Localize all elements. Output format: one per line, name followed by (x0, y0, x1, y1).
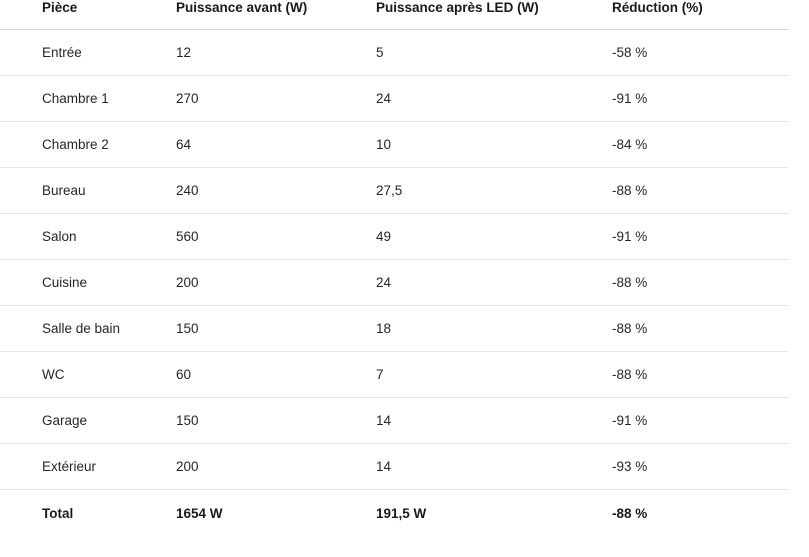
cell-puissance-avant: 200 (176, 444, 376, 490)
cell-reduction: -91 % (612, 76, 789, 122)
cell-total-puissance-apres: 191,5 W (376, 505, 427, 521)
cell-puissance-avant: 240 (176, 168, 376, 214)
table-row (0, 444, 789, 490)
cell-piece: Salle de bain (0, 306, 176, 352)
cell-puissance-avant: 150 (176, 398, 376, 444)
cell-puissance-avant: 270 (176, 76, 376, 122)
cell-piece: Entrée (0, 30, 176, 76)
cell-puissance-apres: 14 (376, 444, 612, 490)
table-row (0, 122, 789, 168)
cell-reduction: -58 % (612, 30, 789, 76)
cell-reduction: -93 % (612, 444, 789, 490)
cell-puissance-apres: 5 (376, 30, 612, 76)
table-row (0, 214, 789, 260)
cell-piece: Bureau (0, 168, 176, 214)
cell-total-puissance-avant: 1654 W (176, 505, 223, 521)
cell-puissance-apres: 10 (376, 122, 612, 168)
cell-piece: Chambre 1 (0, 76, 176, 122)
cell-puissance-avant: 12 (176, 30, 376, 76)
column-header-piece: Pièce (0, 0, 176, 30)
cell-puissance-apres: 18 (376, 306, 612, 352)
table-header (0, 0, 789, 30)
cell-reduction: -84 % (612, 122, 789, 168)
cell-puissance-avant: 60 (176, 352, 376, 398)
cell-piece: Salon (0, 214, 176, 260)
cell-total-label: Total (42, 505, 74, 521)
cell-reduction: -88 % (612, 168, 789, 214)
table-row (0, 76, 789, 122)
cell-puissance-apres: 27,5 (376, 168, 612, 214)
table-row (0, 398, 789, 444)
table-total-row (0, 490, 789, 537)
table-row (0, 30, 789, 76)
cell-puissance-apres: 24 (376, 76, 612, 122)
table-row (0, 260, 789, 306)
cell-reduction: -91 % (612, 398, 789, 444)
table-row (0, 168, 789, 214)
cell-reduction: -88 % (612, 306, 789, 352)
table-header-row (0, 0, 789, 30)
cell-puissance-avant: 150 (176, 306, 376, 352)
cell-total-reduction: -88 % (612, 505, 648, 521)
column-header-puissance-avant: Puissance avant (W) (176, 0, 376, 30)
cell-puissance-avant: 64 (176, 122, 376, 168)
cell-reduction: -88 % (612, 260, 789, 306)
cell-piece: Garage (0, 398, 176, 444)
cell-piece: Cuisine (0, 260, 176, 306)
cell-reduction: -88 % (612, 352, 789, 398)
column-header-puissance-apres-led: Puissance après LED (W) (376, 0, 612, 30)
column-header-reduction: Réduction (%) (612, 0, 789, 30)
cell-puissance-apres: 49 (376, 214, 612, 260)
table-row (0, 306, 789, 352)
cell-puissance-avant: 200 (176, 260, 376, 306)
cell-piece: Extérieur (0, 444, 176, 490)
cell-puissance-avant: 560 (176, 214, 376, 260)
cell-piece: Chambre 2 (0, 122, 176, 168)
cell-puissance-apres: 14 (376, 398, 612, 444)
cell-puissance-apres: 24 (376, 260, 612, 306)
table-row (0, 352, 789, 398)
cell-piece: WC (0, 352, 176, 398)
cell-puissance-apres: 7 (376, 352, 612, 398)
table-body (0, 30, 789, 537)
cell-reduction: -91 % (612, 214, 789, 260)
